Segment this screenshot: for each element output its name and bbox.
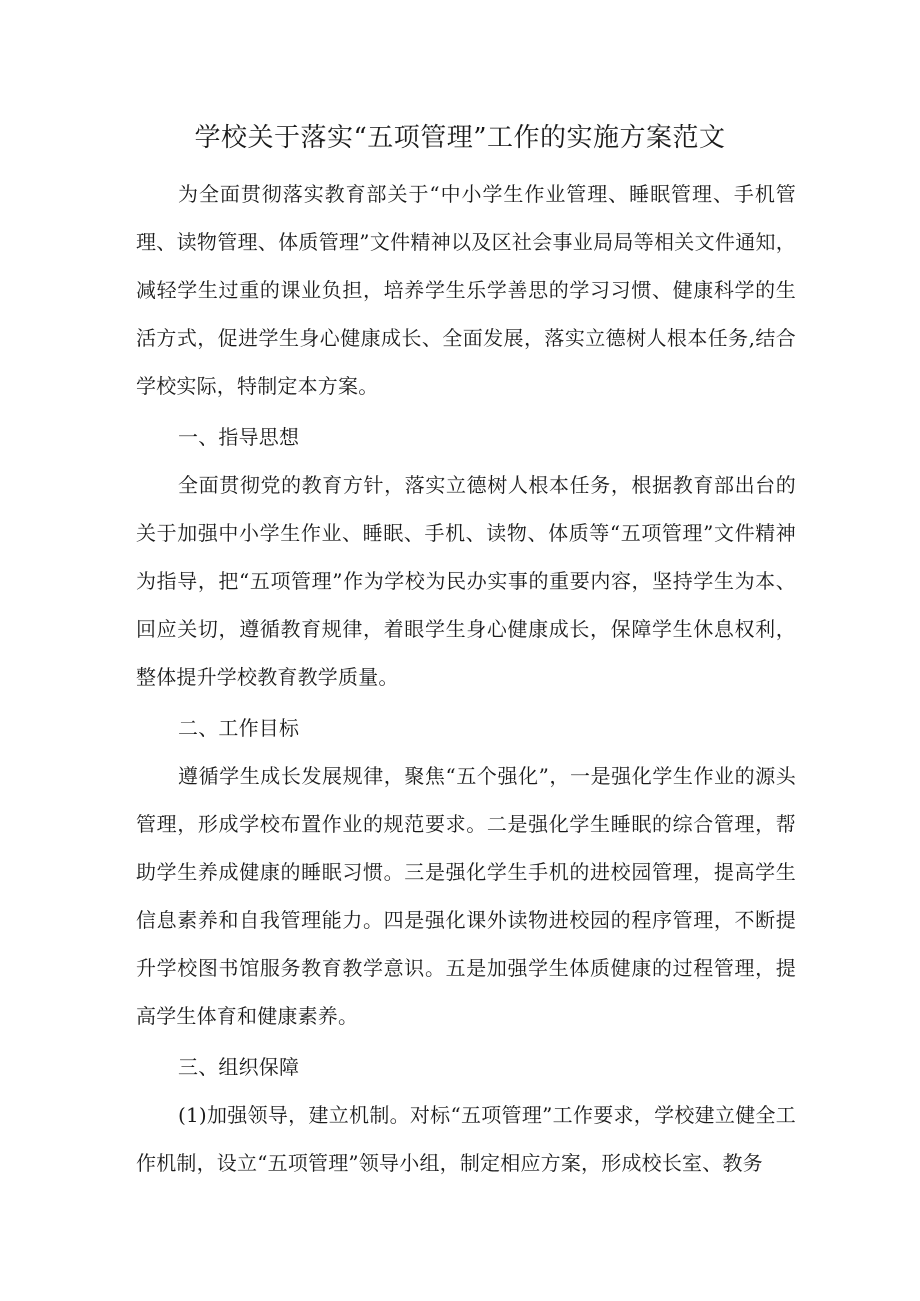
section-heading-organization: 三、组织保障	[178, 1055, 300, 1079]
document-title: 学校关于落实“五项管理”工作的实施方案范文	[194, 123, 726, 153]
section-heading-guiding-ideology: 一、指导思想	[178, 425, 300, 449]
section-text-work-goals: 遵循学生成长发展规律，聚焦“五个强化”，一是强化学生作业的源头管理，形成学校布置作业的规范要求。二是强化学生睡眠的综合管理，帮助学生养成健康的睡眠习惯。三是强化学生手机的进校园管理，提高学生信息素养和自我管理能力。四是强化课外读物进校园的程序管理，不断提升学校图书馆服务教育教学意识。五是加强学生体质健康的过程管理，提高学生体育和健康素养。	[136, 764, 796, 1028]
intro-paragraph: 为全面贯彻落实教育部关于“中小学生作业管理、睡眠管理、手机管理、读物管理、体质管理”文件精神以及区社会事业局局等相关文件通知，减轻学生过重的课业负担，培养学生乐学善思的学习习惯、健康科学的生活方式，促进学生身心健康成长、全面发展，落实立德树人根本任务,结合学校实际，特制定本方案。	[136, 182, 796, 398]
document-body	[136, 170, 796, 1187]
section-text-organization: (1)加强领导，建立机制。对标“五项管理”工作要求，学校建立健全工作机制，设立“五项管理”领导小组，制定相应方案，形成校长室、教务	[136, 1103, 796, 1175]
section-heading-work-goals: 二、工作目标	[178, 716, 300, 740]
section-text-guiding-ideology: 全面贯彻党的教育方针，落实立德树人根本任务，根据教育部出台的关于加强中小学生作业、睡眠、手机、读物、体质等“五项管理”文件精神为指导，把“五项管理”作为学校为民办实事的重要内容，坚持学生为本、回应关切，遵循教育规律，着眼学生身心健康成长，保障学生休息权利，整体提升学校教育教学质量。	[136, 473, 796, 689]
